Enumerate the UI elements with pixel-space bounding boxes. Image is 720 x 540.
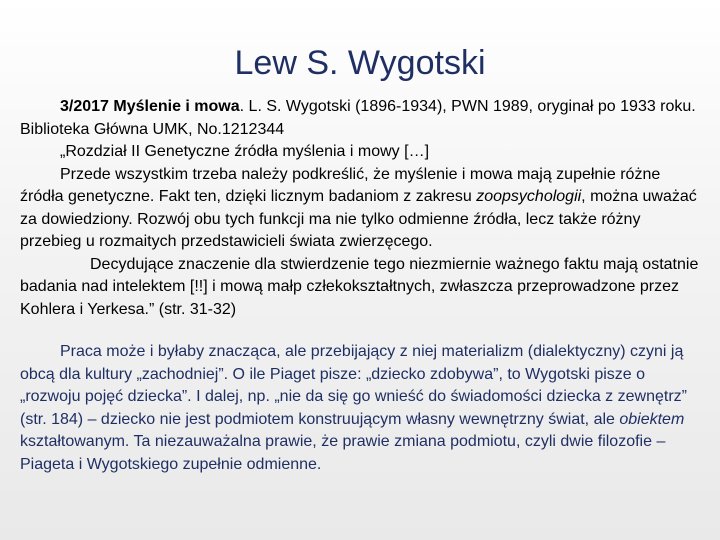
commentary-italic: obiektem — [619, 410, 685, 428]
commentary-paragraph — [20, 341, 700, 476]
quote-reference-bold: 3/2017 Myślenie i mowa — [60, 98, 240, 115]
commentary-text-a: Praca może i byłaby znacząca, ale przebijający z niej materializm (dialektyczny) czyni ją obcą dla kultury „zachodniej”. O ile Piaget pisze: „dziecko zdobywa”, to Wygotski pisze o „rozwoju pojęć dziecka”. I dalej, np. „nie da się go wnieść do świadomości dziecka z zewnętrz” (str. 184) – dziecko nie jest podmiotem konstruującym własny wewnętrzny świat, ale — [20, 343, 687, 428]
quote-reference-rest: . L. S. Wygotski (1896-1934), PWN 1989, oryginał po 1933 roku. Biblioteka Główna UMK, No.1212344 — [20, 98, 696, 138]
quote-paragraph-2: Decydujące znaczenie dla stwierdzenie tego niezmiernie ważnego faktu mają ostatnie badania nad intelektem [!!] i mową małp człekokształtnych, zwłaszcza przeprowadzone przez Kohlera i Yerkesa.” (str. 31-32) — [20, 255, 699, 318]
quote-chapter: „Rozdział II Genetyczne źródła myślenia i mowy […] — [60, 143, 430, 160]
quote-block — [20, 96, 700, 321]
commentary-block — [20, 341, 700, 476]
quote-paragraph-1 — [20, 164, 700, 254]
quote-p1-text-b: , można uważać za dowiedziony. Rozwój obu tych funkcji ma nie tylko odmienne źródła, lecz także różny przebieg u rozmaitych przedstawicieli świata zwierzęcego. — [20, 188, 697, 250]
commentary-text-b: kształtowanym. Ta niezauważalna prawie, że prawie zmiana podmiotu, czyli dwie filozofie – Piageta i Wygotskiego zupełnie odmienne. — [20, 433, 666, 473]
quote-p1-text-a: Przede wszystkim trzeba należy podkreślić, że myślenie i mowa mają zupełnie różne źródła genetyczne. Fakt ten, dzięki licznym badaniom z zakresu — [20, 165, 661, 205]
quote-p1-italic: zoopsychologii — [476, 188, 582, 205]
quote-reference — [20, 96, 700, 141]
slide-title: Lew S. Wygotski — [234, 44, 486, 82]
